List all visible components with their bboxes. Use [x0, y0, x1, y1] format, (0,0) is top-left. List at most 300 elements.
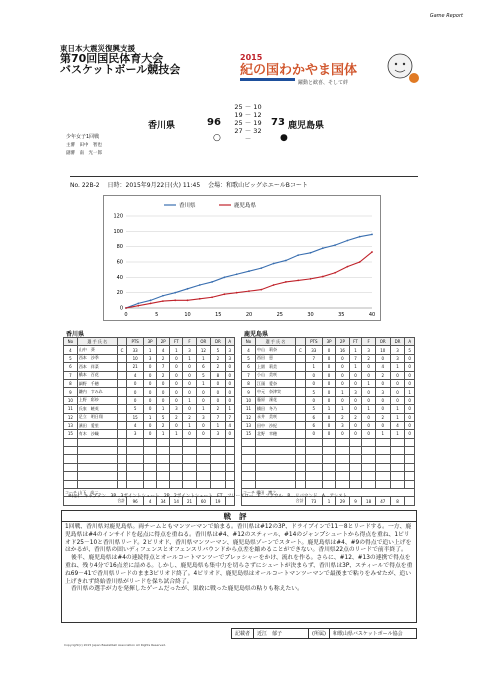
stat-cell: 5	[196, 371, 211, 379]
y-tick-label: 120	[113, 213, 123, 220]
stat-cell	[117, 388, 126, 396]
data-point	[334, 244, 336, 246]
stat-cell: 0	[144, 379, 157, 387]
stat-cell: 0	[170, 388, 183, 396]
stat-cell: 1	[196, 405, 211, 413]
stat-cell: 0	[375, 421, 390, 429]
total-cell: 19	[211, 497, 225, 505]
column-header: PTS	[305, 338, 322, 346]
empty-row	[64, 438, 235, 446]
total-cell: 96	[127, 497, 144, 505]
stat-cell: 2	[157, 421, 170, 429]
stat-cell: 3	[144, 354, 157, 362]
stat-cell: 4	[390, 421, 405, 429]
data-point	[211, 296, 213, 298]
stat-cell: 0	[349, 405, 362, 413]
game-venue: 会場：和歌山ビッグホエールBコート	[208, 182, 308, 189]
stat-cell: 1	[390, 363, 405, 371]
stat-cell: 5	[305, 405, 322, 413]
player-name: 橋本 百花	[77, 371, 117, 379]
stat-cell	[296, 421, 306, 429]
column-header: 選 手 氏 名	[77, 338, 117, 346]
stat-cell: 15	[242, 430, 256, 438]
data-point	[347, 240, 349, 242]
stat-cell: 0	[390, 388, 405, 396]
stat-cell: 8	[64, 379, 78, 387]
home-box-title: 香川県	[66, 331, 85, 338]
series-line-1	[126, 252, 372, 308]
player-name: 上園 莉美	[256, 363, 296, 371]
home-score: 96	[207, 117, 221, 128]
x-tick-label: 5	[155, 312, 159, 318]
stat-cell: 2	[211, 405, 225, 413]
stat-cell: 0	[336, 354, 349, 362]
game-info	[70, 180, 308, 189]
game-review	[61, 510, 417, 623]
stat-cell: 1	[405, 388, 415, 396]
period-1: 25 － 10	[234, 103, 262, 111]
data-point	[322, 276, 324, 278]
data-point	[285, 281, 287, 283]
player-name: 鎌内 すみれ	[77, 388, 117, 396]
player-row	[242, 413, 415, 421]
stat-cell: 0	[322, 354, 335, 362]
x-tick-label: 40	[368, 312, 376, 318]
stat-cell: 1	[196, 379, 211, 387]
stat-cell: 0	[405, 379, 415, 387]
stat-cell: 10	[242, 396, 256, 404]
legend-label: 鹿児島県	[234, 203, 257, 209]
player-name: 山中 葵	[77, 346, 117, 354]
stat-cell: 4	[242, 346, 256, 354]
stat-cell: 0	[305, 371, 322, 379]
stat-cell: 7	[211, 413, 225, 421]
stat-cell: 0	[405, 363, 415, 371]
stat-cell: 0	[183, 371, 196, 379]
stat-cell: 7	[64, 371, 78, 379]
period-2: 19 － 12	[234, 111, 262, 119]
data-point	[322, 247, 324, 249]
stat-cell: 0	[405, 413, 415, 421]
stat-cell: 1	[390, 405, 405, 413]
total-cell: 21	[183, 497, 196, 505]
stat-cell: 3	[196, 413, 211, 421]
stat-cell: 1	[144, 413, 157, 421]
column-header: DR	[211, 338, 225, 346]
player-row	[64, 430, 235, 438]
data-point	[273, 284, 275, 286]
stat-cell	[296, 371, 306, 379]
stat-cell: 15	[64, 430, 78, 438]
player-name: 北野 幸穂	[256, 430, 296, 438]
column-header: No	[64, 338, 78, 346]
player-name: 中元 奈津実	[256, 388, 296, 396]
stat-cell: 0	[349, 379, 362, 387]
column-header: No	[242, 338, 256, 346]
stat-cell: 2	[336, 413, 349, 421]
stat-cell: 1	[375, 430, 390, 438]
stat-cell: 0	[336, 379, 349, 387]
home-team-name: 香川県	[148, 121, 176, 131]
stat-cell: 4	[127, 371, 144, 379]
umpire-row	[66, 150, 102, 158]
stat-cell: 7	[349, 354, 362, 362]
logo-text: 紀の国わかやま国体	[240, 63, 358, 78]
player-row	[64, 363, 235, 371]
stat-cell	[117, 379, 126, 387]
stat-cell: 0	[305, 379, 322, 387]
stat-cell: 2	[362, 354, 375, 362]
stat-cell: 1	[183, 354, 196, 362]
player-name: 氏家 暁英	[77, 405, 117, 413]
data-point	[137, 305, 139, 307]
player-name: 上野 彩紗	[77, 396, 117, 404]
stat-cell	[296, 363, 306, 371]
stat-cell: 2	[157, 354, 170, 362]
stat-cell: 2	[183, 413, 196, 421]
player-name: 西本 沙季	[77, 354, 117, 362]
stat-cell: 2	[211, 363, 225, 371]
player-row	[64, 413, 235, 421]
stat-cell: 7	[157, 363, 170, 371]
data-point	[285, 260, 287, 262]
empty-row	[64, 447, 235, 455]
player-row	[242, 379, 415, 387]
stat-cell: 0	[196, 396, 211, 404]
stat-cell: 11	[64, 405, 78, 413]
stat-cell: 3	[349, 388, 362, 396]
data-point	[174, 292, 176, 294]
stat-cell: 0	[322, 379, 335, 387]
stat-cell: 4	[64, 346, 78, 354]
stat-cell: 0	[183, 405, 196, 413]
column-header: 3P	[322, 338, 335, 346]
data-point	[125, 307, 127, 309]
stat-cell	[296, 354, 306, 362]
total-cell: 60	[196, 497, 211, 505]
stat-cell: 2	[211, 354, 225, 362]
stat-cell: C	[117, 346, 126, 354]
stat-cell: 0	[196, 421, 211, 429]
stat-cell: 0	[405, 371, 415, 379]
x-tick-label: 10	[184, 312, 191, 318]
event-title	[60, 45, 180, 76]
data-point	[199, 284, 201, 286]
stat-cell	[117, 413, 126, 421]
stat-cell: 6	[242, 363, 256, 371]
stat-cell	[117, 430, 126, 438]
stat-cell: 2	[375, 371, 390, 379]
stat-cell: 0	[362, 421, 375, 429]
data-point	[187, 288, 189, 290]
data-point	[334, 272, 336, 274]
stat-cell: 3	[225, 346, 234, 354]
stat-cell	[117, 371, 126, 379]
stat-cell: 5	[305, 388, 322, 396]
stat-cell: 6	[64, 363, 78, 371]
data-point	[359, 236, 361, 238]
stat-cell: 1	[196, 354, 211, 362]
stat-cell: 6	[305, 413, 322, 421]
column-header: 選 手 氏 名	[256, 338, 296, 346]
column-header: A	[225, 338, 234, 346]
stat-cell: 10	[127, 354, 144, 362]
stat-cell: 0	[211, 396, 225, 404]
stat-cell: 0	[390, 396, 405, 404]
stat-cell	[296, 396, 306, 404]
game-datetime: 日時：2015年9月22日(火) 11:45	[107, 182, 201, 189]
column-header: 3P	[144, 338, 157, 346]
stat-cell: 7	[225, 413, 234, 421]
data-point	[297, 254, 299, 256]
away-result-mark: ●	[280, 133, 288, 143]
stat-cell: 21	[127, 363, 144, 371]
column-header: FT	[170, 338, 183, 346]
y-tick-label: 100	[113, 228, 123, 235]
stat-cell	[296, 430, 306, 438]
logo-year: 2015	[240, 53, 263, 62]
stat-cell: 1	[157, 405, 170, 413]
player-row	[242, 421, 415, 429]
empty-row	[242, 472, 415, 480]
stat-cell: 1	[211, 421, 225, 429]
stat-cell: 5	[157, 413, 170, 421]
player-row	[242, 363, 415, 371]
data-point	[162, 300, 164, 302]
data-point	[310, 278, 312, 280]
x-tick-label: 0	[124, 312, 128, 318]
player-name: 西田 恵	[256, 354, 296, 362]
stat-cell: 0	[375, 396, 390, 404]
stat-cell	[117, 363, 126, 371]
player-name: 小山 美咲	[256, 371, 296, 379]
data-point	[150, 303, 152, 305]
stat-cell: 0	[322, 396, 335, 404]
x-tick-label: 25	[276, 312, 283, 318]
player-row	[64, 405, 235, 413]
y-tick-label: 80	[116, 244, 123, 251]
stat-cell: 0	[322, 371, 335, 379]
stat-cell: 0	[157, 379, 170, 387]
total-cell: 9	[349, 497, 362, 505]
total-cell: 73	[305, 497, 322, 505]
stat-cell: 2	[170, 413, 183, 421]
player-name: 濱田 愛里	[77, 421, 117, 429]
stat-cell: 0	[362, 430, 375, 438]
data-point	[174, 299, 176, 301]
stat-cell: 0	[144, 430, 157, 438]
stat-cell: 3	[390, 346, 405, 354]
stat-cell	[117, 421, 126, 429]
stat-cell: 7	[242, 371, 256, 379]
player-name: 橋田 冬乃	[256, 405, 296, 413]
stat-cell: 1	[170, 346, 183, 354]
player-name: 田中 沙紀	[256, 421, 296, 429]
stat-cell: 5	[405, 346, 415, 354]
player-row	[242, 396, 415, 404]
away-box-score	[241, 337, 415, 506]
column-header: FT	[349, 338, 362, 346]
data-point	[224, 293, 226, 295]
stat-cell: 3	[336, 421, 349, 429]
stat-cell: 1	[336, 388, 349, 396]
stat-cell: 7	[305, 354, 322, 362]
x-tick-label: 20	[245, 312, 253, 318]
stat-cell: 6	[305, 421, 322, 429]
stat-cell: 0	[211, 388, 225, 396]
stat-cell	[117, 354, 126, 362]
data-point	[248, 290, 250, 292]
stat-cell: 11	[242, 405, 256, 413]
player-row	[242, 346, 415, 354]
data-point	[260, 289, 262, 291]
y-tick-label: 0	[119, 305, 123, 312]
stat-cell: 0	[375, 405, 390, 413]
stat-cell: 0	[183, 363, 196, 371]
empty-row	[64, 472, 235, 480]
umpire-name: 南 光一郎	[79, 151, 102, 156]
stat-cell: 0	[336, 363, 349, 371]
player-row	[64, 421, 235, 429]
data-point	[236, 292, 238, 294]
player-row	[64, 354, 235, 362]
title-line2: 第70回国民体育大会	[60, 51, 164, 65]
y-tick-label: 20	[116, 290, 123, 297]
total-cell: 47	[375, 497, 390, 505]
player-row	[242, 430, 415, 438]
stat-cell: 0	[322, 363, 335, 371]
column-header: OR	[196, 338, 211, 346]
period-4: 27 － 32	[234, 127, 262, 135]
stat-cell	[296, 405, 306, 413]
data-point	[248, 270, 250, 272]
stat-cell: 3	[375, 388, 390, 396]
home-result-mark: ○	[213, 133, 221, 143]
stat-cell: 0	[144, 421, 157, 429]
stat-cell: 3	[211, 430, 225, 438]
total-cell: 29	[336, 497, 349, 505]
stat-cell: 1	[183, 396, 196, 404]
stat-cell: 0	[225, 371, 234, 379]
stat-cell: 0	[349, 396, 362, 404]
empty-row	[64, 480, 235, 488]
logo-tagline: 躍動と歓喜、そして絆	[298, 80, 349, 86]
empty-row	[242, 480, 415, 488]
stat-cell: 0	[144, 388, 157, 396]
data-point	[150, 299, 152, 301]
totals-label: 合計	[64, 497, 127, 505]
referee-label: 主審	[66, 143, 75, 148]
total-cell: 14	[170, 497, 183, 505]
game-category: 少年女子1回戦	[66, 134, 100, 140]
data-point	[236, 273, 238, 275]
player-name: 中山 莉奈	[256, 346, 296, 354]
player-row	[242, 354, 415, 362]
empty-row	[242, 463, 415, 471]
coach-name: コーチ 山下 高二	[64, 489, 235, 497]
stat-cell: 1	[183, 421, 196, 429]
stat-cell: 0	[375, 354, 390, 362]
stat-cell: 1	[157, 430, 170, 438]
review-heading: 戦評	[62, 511, 416, 522]
stat-cell: 12	[64, 413, 78, 421]
title-line3: バスケットボール競技会	[60, 63, 181, 77]
stat-cell: 0	[170, 396, 183, 404]
totals-label: 合計	[242, 497, 306, 505]
stat-cell: 1	[349, 363, 362, 371]
stat-cell: 1	[336, 405, 349, 413]
legend-label: 香川県	[179, 203, 196, 209]
review-paragraph-2: 後半、鹿児島県は#4の連続得点とオールコートマンツーでプレッシャーをかけ、流れを作る。さらに、#12、#13の連携で得点を重ね、残り4分で16点差に詰める。しかし、鹿児島県も集中力を切らさずにシュートが決まらず、香川県は3P、スティールで得点を重ね69－41で香川県リードのまま3ピリオド終了。4ピリオド、鹿児島県はオールコートマンツーマンで最後まで粘りをみせたが、追い上げきれず終始香川県がリードを保ち試合終了。	[65, 555, 413, 585]
stat-cell: 0	[170, 379, 183, 387]
stat-cell: 1	[144, 346, 157, 354]
stat-cell: 0	[362, 371, 375, 379]
stat-cell: 0	[225, 363, 234, 371]
reporter-org-label: (所属)	[309, 629, 330, 639]
stat-cell: 9	[242, 388, 256, 396]
stat-cell: 0	[390, 371, 405, 379]
stat-cell	[117, 396, 126, 404]
player-row	[242, 388, 415, 396]
column-header: A	[405, 338, 415, 346]
stat-cell: 0	[349, 371, 362, 379]
officials	[66, 133, 102, 158]
stat-cell: 33	[305, 346, 322, 354]
player-row	[242, 371, 415, 379]
stat-cell	[117, 405, 126, 413]
kokutai-logo	[240, 48, 420, 88]
stat-cell: 3	[390, 354, 405, 362]
column-header: 2P	[157, 338, 170, 346]
home-box-score	[63, 337, 235, 506]
stat-cell: 4	[225, 421, 234, 429]
stat-cell: 4	[157, 346, 170, 354]
stat-cell: 0	[183, 430, 196, 438]
title-line1: 東日本大震災復興支援	[60, 44, 135, 53]
player-row	[64, 346, 235, 354]
column-header: DR	[390, 338, 405, 346]
stat-cell: C	[296, 346, 306, 354]
player-name: 有木 沙織	[77, 430, 117, 438]
stat-cell: 15	[127, 413, 144, 421]
stat-cell: 0	[362, 396, 375, 404]
player-name: 西本 祥菜	[77, 363, 117, 371]
empty-row	[64, 463, 235, 471]
stat-cell: 10	[64, 396, 78, 404]
data-point	[199, 298, 201, 300]
stat-cell: 2	[375, 413, 390, 421]
column-header: F	[183, 338, 196, 346]
stat-cell: 1	[225, 405, 234, 413]
player-name: 江頭 愛奈	[256, 379, 296, 387]
y-tick-label: 60	[116, 259, 123, 266]
reporter-name: 近江 郁子	[254, 629, 309, 639]
stat-cell: 1	[362, 405, 375, 413]
stat-cell: 0	[196, 430, 211, 438]
mascot-icon	[388, 54, 419, 83]
stats-legend: ※(◎)…キャプテン 3P…3ポイントシュート 2P…2ポイントシュート FT…フリースロー F…ファウル R…リバウンド A…アシスト	[68, 494, 348, 499]
stat-cell: 0	[157, 388, 170, 396]
player-name: 細野 千穂	[77, 379, 117, 387]
stat-cell: 0	[183, 379, 196, 387]
stat-cell: 1	[390, 413, 405, 421]
stat-cell: 0	[322, 346, 335, 354]
stat-cell: 0	[362, 388, 375, 396]
stat-cell: 0	[225, 379, 234, 387]
away-box-title: 鹿児島県	[244, 331, 269, 338]
period-scores	[229, 103, 267, 143]
x-tick-label: 15	[215, 312, 222, 318]
